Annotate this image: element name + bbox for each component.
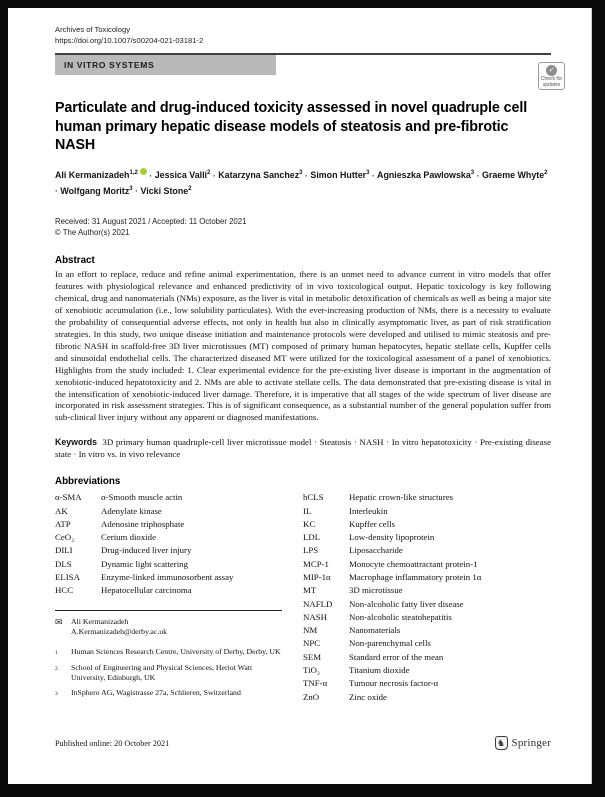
author-separator: ·: [146, 170, 155, 181]
envelope-icon: ✉: [55, 616, 63, 627]
abbreviation-term: LDL: [303, 532, 321, 543]
abbreviation-term: SEM: [303, 651, 322, 662]
abbreviation-definition: Low-density lipoprotein: [349, 532, 435, 543]
abbreviation-term: NAFLD: [303, 598, 333, 609]
abbreviation-term: KC: [303, 518, 316, 529]
abbreviation-definition: Liposaccharide: [349, 545, 403, 556]
abbreviation-term: IL: [303, 505, 312, 516]
affiliation-text: InSphero AG, Wagistrasse 27a, Schlieren, Switzerland: [71, 687, 241, 697]
abbreviation-definition: Zinc oxide: [349, 691, 387, 702]
abbreviation-definition: Enzyme-linked immunosorbent assay: [101, 572, 234, 582]
footnote-rule: [55, 610, 282, 611]
abbreviation-definition: Hepatocellular carcinoma: [101, 585, 192, 596]
authors-line: [55, 168, 551, 199]
abbreviation-row: [55, 505, 300, 518]
correspondence-block: [55, 617, 300, 639]
affiliation-text: Human Sciences Research Centre, University of Derby, Derby, UK: [71, 647, 281, 657]
abbreviation-definition: α-Smooth muscle actin: [101, 492, 183, 503]
abbreviation-definition: Hepatic crown-like structures: [349, 492, 454, 503]
abbreviation-definition: Non-parenchymal cells: [349, 638, 431, 649]
check-for-updates-label: Check for updates: [540, 76, 563, 88]
doi-link[interactable]: https://doi.org/10.1007/s00204-021-03181-2: [55, 36, 204, 45]
abbreviation-row: [303, 531, 551, 544]
footer: [55, 736, 551, 750]
abbreviation-row: [55, 491, 300, 504]
author-separator: ·: [210, 170, 219, 181]
affiliations-list: [55, 647, 300, 699]
author: Vicki Stone$^2$: [140, 185, 192, 196]
abstract-text: In an effort to replace, reduce and refine animal experimentation, there is an unmet need to advance current in vitro models that offer features with physiological relevance and enhanced predictivity of in vivo toxicological output. Hepatic toxicology is key following chemical, drug and nanomaterials (NMs) exposure, as the liver is vital in metabolic detoxification of chemicals as well as being a major site of xenobiotic accumulation (i.e., low solubility particulates). With the ever-increasing production of NMs, there is a necessity to evaluate the probability of consequential adverse effects, not only in health but also in clinically asymptomatic liver, as part of risk stratification strategies. In this study, two unique disease initiation and maintenance protocols were developed and utilised to mimic steatosis and pre-fibrotic NASH in scaffold-free 3D liver microtissues (MT) composed of primary human hepatocytes, hepatic stellate cells, Kupffer cells and sinusoidal endothelial cells. The characterized diseased MT were utilized for the toxicological assessment of a panel of xenobiotics. Highlights from the study included: 1. Clear experimental evidence for the pre-existing liver disease is important in the augmentation of xenobiotic-induced hepatotoxicity and 2. NMs are able to activate stellate cells. The data demonstrated that pre-existing disease is vital in the intensification of xenobiotic-induced liver damage. Therefore, it is imperative that all stages of the wide spectrum of liver disease are incorporated in risk assessment strategies. This is of significant consequence, as a substantial number of the general population suffer from sub-clinical liver injury without any apparent or diagnosed manifestations.: [55, 269, 551, 423]
abbreviation-row: [303, 598, 551, 611]
abbreviation-definition: Titanium dioxide: [349, 665, 410, 676]
abbreviation-term: MT: [303, 585, 317, 596]
abbreviation-row: [303, 584, 551, 597]
abbreviations-heading: Abbreviations: [55, 476, 121, 488]
abbreviation-row: [303, 518, 551, 531]
page: [8, 8, 592, 784]
author: Katarzyna Sanchez$^3$: [218, 170, 303, 181]
abbreviation-definition: Interleukin: [349, 505, 388, 516]
abbreviation-term: CeO₂: [55, 532, 75, 543]
abbreviation-term: α-SMA: [55, 492, 82, 503]
abbreviation-row: [55, 544, 300, 557]
copyright-line: © The Author(s) 2021: [55, 227, 130, 237]
abbreviation-term: AK: [55, 505, 68, 516]
correspondence-email[interactable]: A.Kermanizadeh@derby.ac.uk: [71, 627, 168, 637]
right-column: [303, 491, 551, 704]
abbreviation-definition: Tumour necrosis factor-α: [349, 678, 439, 689]
abbreviations-left-list: [55, 491, 300, 597]
author-separator: ·: [55, 185, 61, 196]
abbreviations-right-list: [303, 491, 551, 704]
affiliation-text: School of Engineering and Physical Sciences, Heriot Watt University, Edinburgh, UK: [71, 662, 253, 683]
author-separator: ·: [302, 170, 311, 181]
abbreviation-definition: Standard error of the mean: [349, 651, 444, 662]
affiliation-row: [55, 647, 287, 659]
affiliation-row: [55, 688, 287, 700]
abbreviation-row: [55, 558, 300, 571]
abbreviation-term: TNF-α: [303, 678, 328, 689]
abbreviation-row: [55, 531, 300, 544]
keywords-text: 3D primary human quadruple-cell liver microtissue model · Steatosis · NASH · In vitro hepatotoxicity · Pre-existing disease state · In vitro vs. in vivo relevance: [55, 437, 552, 460]
abbreviation-definition: Non-alcoholic fatty liver disease: [349, 598, 464, 609]
abbreviation-definition: Adenylate kinase: [101, 505, 162, 516]
correspondence-text: [71, 617, 167, 639]
abbreviation-definition: 3D microtissue: [349, 585, 403, 596]
abbreviation-row: [303, 558, 551, 571]
abbreviation-term: ATP: [55, 518, 71, 529]
affiliation-number: 2: [55, 665, 58, 672]
abbreviation-definition: Macrophage inflammatory protein 1α: [349, 572, 482, 582]
publisher-logo: [495, 736, 551, 750]
published-online: Published online: 20 October 2021: [55, 738, 170, 748]
abbreviation-term: NASH: [303, 611, 327, 622]
abbreviation-term: hCLS: [303, 492, 324, 503]
abbreviation-row: [303, 505, 551, 518]
abbreviation-row: [55, 584, 300, 597]
section-banner: IN VITRO SYSTEMS: [55, 55, 276, 75]
check-for-updates-icon: ✓: [546, 65, 557, 76]
author: Agnieszka Pawlowska$^3$: [377, 170, 475, 181]
author-separator: ·: [369, 170, 378, 181]
author: Wolfgang Moritz$^3$: [60, 185, 133, 196]
author-separator: ·: [474, 170, 482, 181]
abbreviation-row: [303, 651, 551, 664]
affiliation-number: 3: [55, 690, 58, 697]
abbreviation-row: [303, 544, 551, 557]
check-for-updates-badge[interactable]: [538, 62, 565, 90]
affiliation-number: 1: [55, 650, 58, 657]
abbreviation-row: [303, 637, 551, 650]
abbreviation-definition: Dynamic light scattering: [101, 558, 188, 569]
journal-name: Archives of Toxicology: [55, 25, 130, 34]
springer-horse-icon: ♞: [495, 736, 508, 750]
abbreviation-definition: Non-alcoholic steatohepatitis: [349, 611, 452, 622]
abbreviation-term: DILI: [55, 545, 73, 556]
author-separator: ·: [132, 185, 141, 196]
author: Jessica Valli$^2$: [154, 170, 211, 181]
abbreviation-row: [55, 518, 300, 531]
keywords-label: Keywords: [55, 437, 98, 448]
header-rule: [55, 53, 563, 88]
abbreviation-term: MCP-1: [303, 558, 329, 569]
abbreviation-row: [303, 691, 551, 704]
abbreviation-row: [303, 491, 551, 504]
orcid-icon[interactable]: [140, 168, 147, 175]
author: Graeme Whyte$^2$: [482, 170, 548, 181]
article-title: Particulate and drug-induced toxicity assessed in novel quadruple cell human primary hepatic disease models of steatosis and pre-fibrotic NASH: [55, 100, 528, 153]
abbreviation-term: NM: [303, 625, 318, 636]
abbreviation-row: [303, 624, 551, 637]
abbreviation-row: [303, 664, 551, 677]
abbreviation-row: [55, 571, 300, 584]
keywords-line: [55, 436, 551, 460]
abbreviation-definition: Drug-induced liver injury: [101, 545, 192, 556]
abbreviation-term: ELISA: [55, 572, 80, 582]
abbreviation-term: HCC: [55, 585, 74, 596]
abbreviation-term: DLS: [55, 558, 72, 569]
abbreviation-definition: Adenosine triphosphate: [101, 518, 185, 529]
abbreviation-definition: Cerium dioxide: [101, 532, 156, 543]
affiliation-row: [55, 663, 287, 684]
abbreviation-row: [303, 611, 551, 624]
abstract-heading: Abstract: [55, 255, 95, 267]
author: Simon Hutter$^3$: [310, 170, 370, 181]
abbreviation-term: TiO₂: [303, 665, 320, 676]
received-accepted: Received: 31 August 2021 / Accepted: 11 October 2021: [55, 217, 247, 227]
abbreviation-definition: Monocyte chemoattractant protein-1: [349, 558, 478, 569]
abbreviation-definition: Nanomaterials: [349, 625, 401, 636]
correspondence-name: Ali Kermanizadeh: [71, 616, 129, 626]
abbreviation-term: MIP-1α: [303, 572, 331, 582]
abbreviation-term: LPS: [303, 545, 319, 556]
abbreviation-row: [303, 571, 551, 584]
author: Ali Kermanizadeh$^{1,2}$: [55, 170, 147, 180]
abbreviation-definition: Kupffer cells: [349, 518, 396, 529]
abbreviation-term: ZnO: [303, 691, 320, 702]
left-column: [55, 491, 300, 704]
publisher-name: Springer: [511, 737, 551, 749]
abbreviation-row: [303, 677, 551, 690]
abbreviation-term: NPC: [303, 638, 321, 649]
abbreviations-columns: [55, 491, 551, 704]
